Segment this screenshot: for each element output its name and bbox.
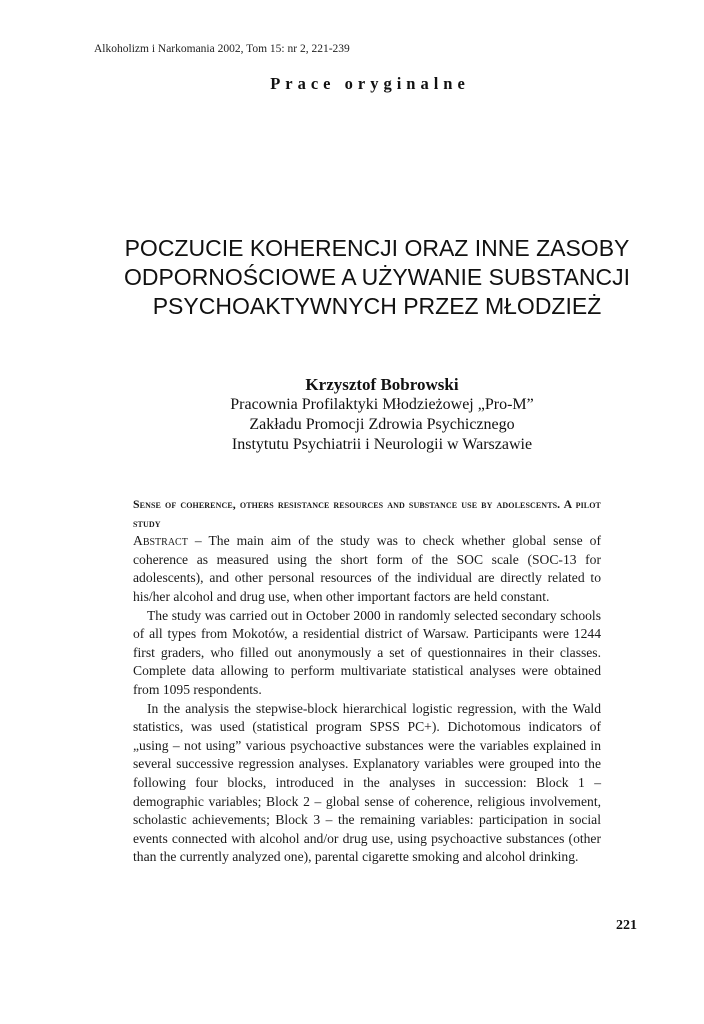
title-line: ODPORNOŚCIOWE A UŻYWANIE SUBSTANCJI bbox=[123, 264, 631, 290]
author-affiliation: Instytutu Psychiatrii i Neurologii w Warszawie bbox=[231, 436, 533, 453]
paper-title bbox=[92, 234, 662, 321]
author-affiliation: Zakładu Promocji Zdrowia Psychicznego bbox=[249, 416, 515, 433]
author-block bbox=[92, 375, 672, 455]
page-number: 221 bbox=[616, 918, 637, 933]
abstract-paragraph-text: – The main aim of the study was to check whether global sense of coherence as measured using the short form of the SOC scale (SOC-13 for adolescents), and other personal resources of the individual are directly related to his/her alcohol and drug use, when other important factors are held constant. bbox=[133, 533, 601, 604]
author-name: Krzysztof Bobrowski bbox=[305, 375, 459, 394]
abstract-paragraph: The study was carried out in October 2000 in randomly selected secondary schools of all types from Mokotów, a residential district of Warsaw. Participants were 1244 first graders, who filled out anonymously a set of questionnaires in their classes. Complete data allowing to perform multivariate statistical analyses were obtained from 1095 respondents. bbox=[133, 607, 601, 697]
abstract-paragraph bbox=[133, 532, 601, 606]
section-label: Prace oryginalne bbox=[270, 74, 470, 93]
title-line: POCZUCIE KOHERENCJI ORAZ INNE ZASOBY bbox=[124, 235, 630, 261]
author-affiliation: Pracownia Profilaktyki Młodzieżowej „Pro-M” bbox=[230, 396, 534, 413]
abstract-paragraph: In the analysis the stepwise-block hierarchical logistic regression, with the Wald statistics, was used (statistical program SPSS PC+). Dichotomous indicators of „using – not using” various psychoactive substances were the variables explained in several successive regression analyses. Explanatory variables were grouped into the following four blocks, introduced in the analyses in succession: Block 1 – demographic variables; Block 2 – global sense of coherence, religious involvement, scholastic achievements; Block 3 – the remaining variables: participation in social events connected with alcohol and/or drug use, using psychoactive substances (other than the currently analyzed one), parental cigarette smoking and alcohol drinking. bbox=[133, 700, 601, 865]
abstract bbox=[133, 495, 601, 867]
journal-reference: Alkoholizm i Narkomania 2002, Tom 15: nr 2, 221-239 bbox=[94, 43, 350, 55]
english-title: Sense of coherence, others resistance resources and substance use by adolescents. A pilot study bbox=[133, 497, 601, 530]
title-line: PSYCHOAKTYWNYCH PRZEZ MŁODZIEŻ bbox=[152, 293, 602, 319]
abstract-label: Abstract bbox=[133, 533, 188, 549]
